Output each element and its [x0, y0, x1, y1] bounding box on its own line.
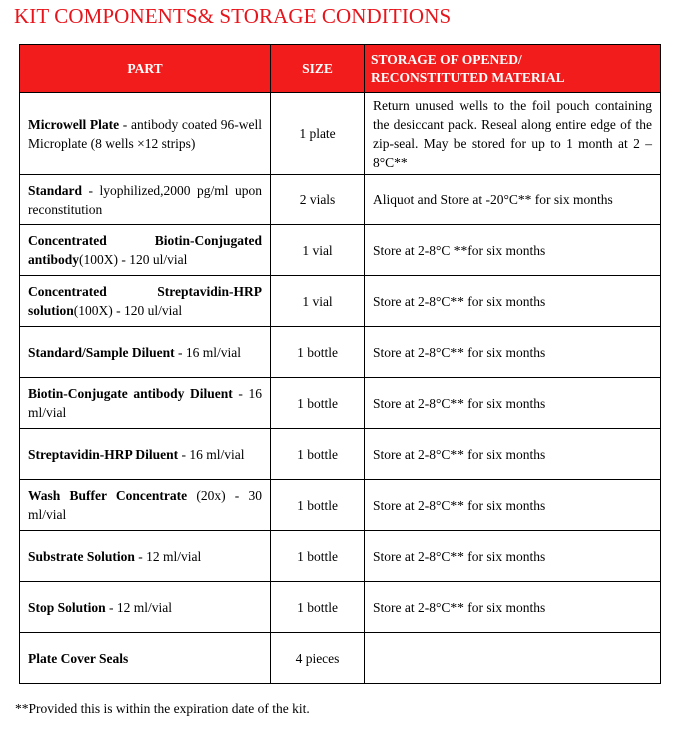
part-name: Wash Buffer Concentrate	[28, 488, 188, 503]
part-cell	[20, 93, 271, 175]
table-row	[20, 480, 661, 531]
table-row	[20, 276, 661, 327]
size-cell: 4 pieces	[271, 633, 365, 684]
size-cell: 1 bottle	[271, 429, 365, 480]
part-cell	[20, 582, 271, 633]
part-name: Standard/Sample Diluent	[28, 344, 175, 360]
part-name: Substrate Solution	[28, 548, 135, 564]
part-name: Microwell Plate	[28, 116, 120, 132]
part-name: Biotin-Conjugate antibody Diluent	[28, 386, 233, 401]
part-name: Streptavidin-HRP Diluent	[28, 446, 179, 462]
size-cell: 1 vial	[271, 225, 365, 276]
size-cell: 1 plate	[271, 93, 365, 175]
header-storage-line1: STORAGE OF OPENED/	[371, 51, 522, 67]
part-detail: - 16 ml/vial	[28, 386, 262, 420]
storage-cell: Return unused wells to the foil pouch containing the desiccant pack. Reseal along entire edge of the zip-seal. May be stored for up to 1 month at 2 – 8°C**	[365, 93, 661, 175]
size-cell: 1 bottle	[271, 582, 365, 633]
table-row	[20, 327, 661, 378]
header-storage-line2: RECONSTITUTED MATERIAL	[371, 69, 565, 85]
header-storage	[365, 45, 661, 93]
part-name: Standard	[28, 182, 83, 198]
storage-cell: Store at 2-8°C** for six months	[365, 276, 661, 327]
header-part: PART	[20, 45, 271, 93]
part-cell	[20, 531, 271, 582]
header-size: SIZE	[271, 45, 365, 93]
storage-cell: Store at 2-8°C** for six months	[365, 582, 661, 633]
part-name: Concentrated Streptavidin-HRP solution	[28, 284, 262, 318]
size-cell: 1 bottle	[271, 327, 365, 378]
part-cell	[20, 225, 271, 276]
table-row	[20, 531, 661, 582]
storage-cell: Store at 2-8°C** for six months	[365, 429, 661, 480]
storage-cell: Aliquot and Store at -20°C** for six months	[365, 175, 661, 225]
table-row	[20, 429, 661, 480]
size-cell: 1 bottle	[271, 378, 365, 429]
kit-components-table	[19, 44, 661, 684]
table-row	[20, 225, 661, 276]
storage-cell	[365, 633, 661, 684]
part-name: Concentrated Biotin-Conjugated antibody	[28, 233, 262, 267]
part-detail: - lyophilized,2000 pg/ml upon reconstitution	[28, 182, 262, 217]
size-cell: 2 vials	[271, 175, 365, 225]
table-row	[20, 633, 661, 684]
part-detail: (100X) - 120 ul/vial	[79, 252, 188, 267]
part-detail: - 16 ml/vial	[174, 344, 242, 360]
part-cell	[20, 378, 271, 429]
part-cell	[20, 175, 271, 225]
part-cell	[20, 633, 271, 684]
part-name: Stop Solution	[28, 599, 106, 615]
table-row	[20, 93, 661, 175]
table-row	[20, 582, 661, 633]
part-detail: - 12 ml/vial	[105, 599, 173, 615]
part-detail: - antibody coated 96-well Microplate (8 wells ×12 strips)	[28, 116, 262, 151]
part-cell	[20, 429, 271, 480]
storage-cell: Store at 2-8°C** for six months	[365, 531, 661, 582]
part-name: Plate Cover Seals	[28, 650, 129, 666]
part-detail: (20x) - 30 ml/vial	[28, 488, 262, 522]
page-title: KIT COMPONENTS& STORAGE CONDITIONS	[14, 4, 452, 28]
storage-cell: Store at 2-8°C **for six months	[365, 225, 661, 276]
table-row	[20, 378, 661, 429]
storage-cell: Store at 2-8°C** for six months	[365, 378, 661, 429]
size-cell: 1 vial	[271, 276, 365, 327]
footnote: **Provided this is within the expiration date of the kit.	[15, 701, 310, 716]
part-detail: - 12 ml/vial	[134, 548, 202, 564]
size-cell: 1 bottle	[271, 531, 365, 582]
part-detail: - 16 ml/vial	[178, 446, 245, 462]
storage-cell: Store at 2-8°C** for six months	[365, 480, 661, 531]
part-cell	[20, 276, 271, 327]
part-cell	[20, 327, 271, 378]
table-header-row	[20, 45, 661, 93]
storage-cell: Store at 2-8°C** for six months	[365, 327, 661, 378]
table-row	[20, 175, 661, 225]
part-detail: (100X) - 120 ul/vial	[73, 303, 183, 318]
part-cell	[20, 480, 271, 531]
size-cell: 1 bottle	[271, 480, 365, 531]
